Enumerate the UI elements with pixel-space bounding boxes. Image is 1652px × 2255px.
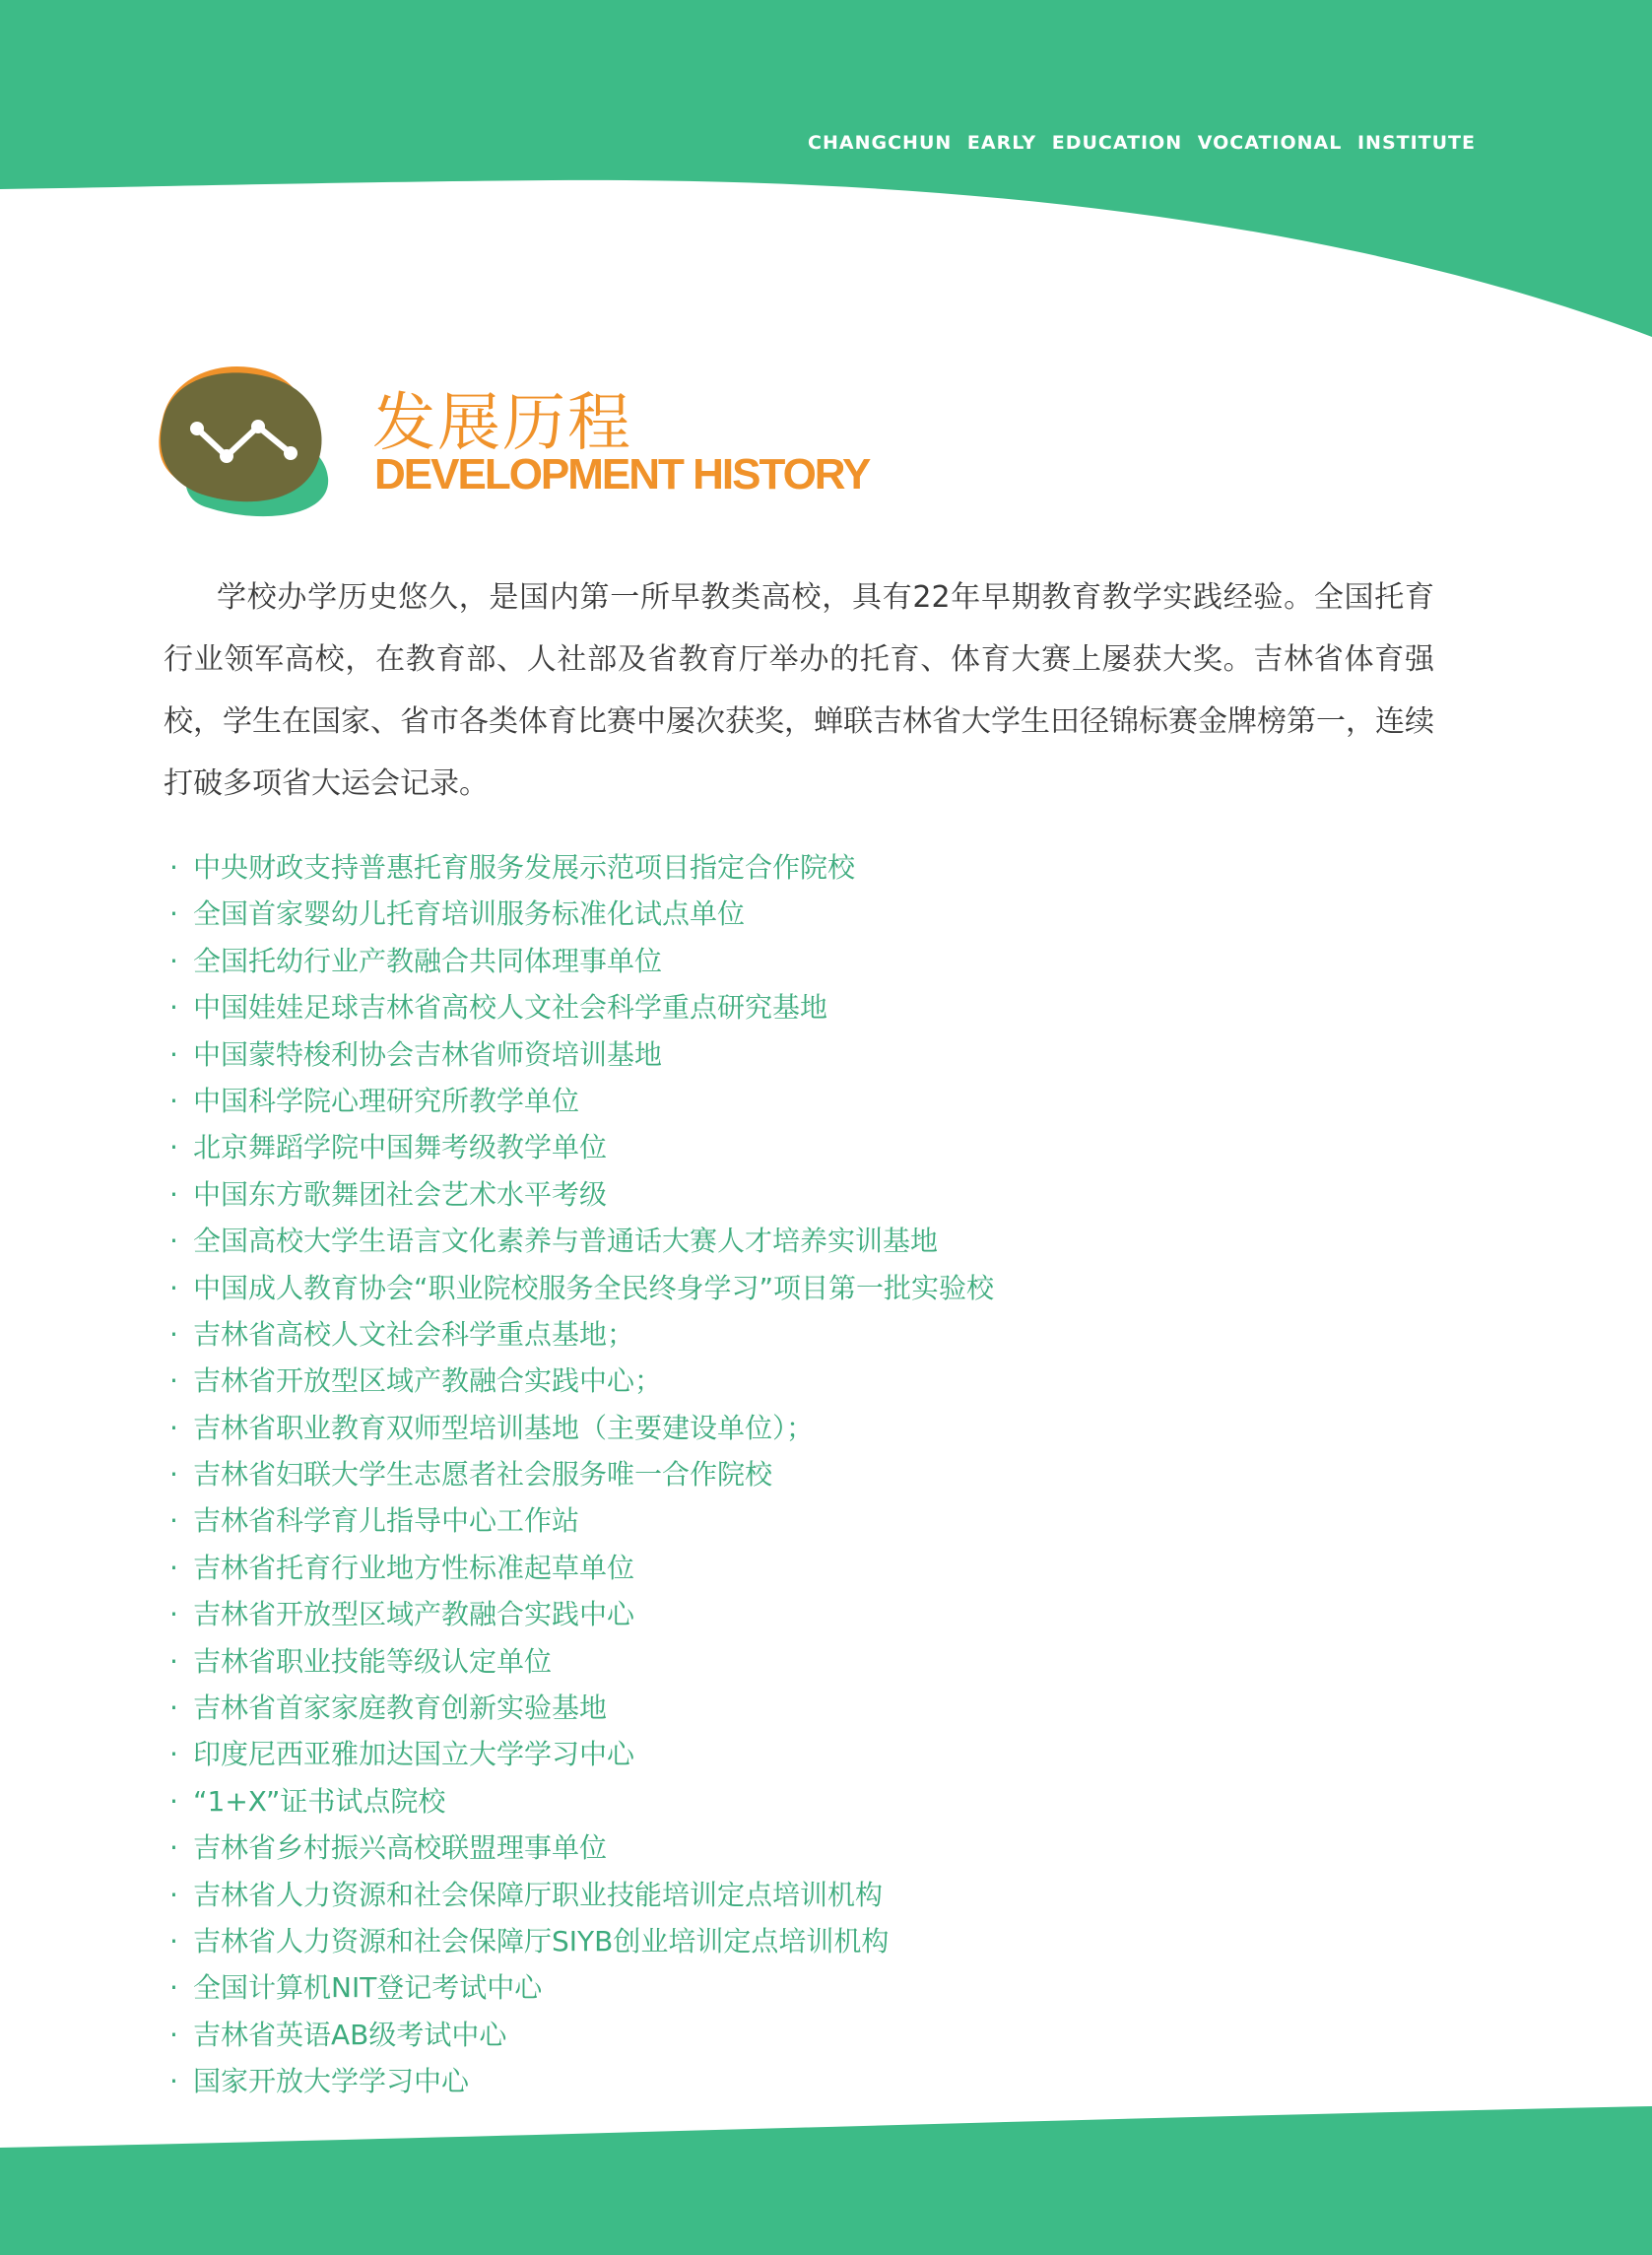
logo-point [220,449,233,463]
list-item [169,844,1450,891]
list-item [169,1124,1450,1170]
bullet-dot: · [169,1691,178,1725]
honor-text: 全国托幼行业产教融合共同体理事单位 [193,944,663,977]
list-item [169,1311,1450,1358]
bullet-dot: · [169,1504,178,1538]
list-item [169,1405,1450,1451]
list-item [169,1731,1450,1777]
list-item [169,1591,1450,1637]
list-item [169,1685,1450,1731]
honor-text: 全国首家婴幼儿托育培训服务标准化试点单位 [193,897,746,931]
honors-list [169,844,1450,2105]
list-item [169,1171,1450,1218]
top-green-band [0,0,1652,337]
list-item [169,1918,1450,1964]
list-item [169,2012,1450,2058]
intro-paragraph: 学校办学历史悠久，是国内第一所早教类高校，具有22年早期教育教学实践经验。全国托育行业领军高校，在教育部、人社部及省教育厅举办的托育、体育大赛上屡获大奖。吉林省体育强校，学生在国家、省市各类体育比赛中屡次获奖，蝉联吉林省大学生田径锦标赛金牌榜第一，连续打破多项省大运会记录。 [164,580,1434,801]
honor-text: 中国蒙特梭利协会吉林省师资培训基地 [193,1037,663,1071]
list-item [169,984,1450,1030]
bullet-dot: · [169,1971,178,2005]
list-item [169,2058,1450,2104]
honor-text: 吉林省人力资源和社会保障厅SIYB创业培训定点培训机构 [193,1924,890,1957]
honor-text: 全国高校大学生语言文化素养与普通话大赛人才培养实训基地 [193,1225,939,1258]
list-item [169,1218,1450,1264]
honor-text: 吉林省首家家庭教育创新实验基地 [193,1691,608,1725]
bullet-dot: · [169,851,178,884]
honor-text: 吉林省职业教育双师型培训基地（主要建设单位）； [193,1411,815,1444]
bullet-dot: · [169,1738,178,1771]
honor-text: 中国成人教育协会“职业院校服务全民终身学习”项目第一批实验校 [193,1271,995,1304]
list-item [169,1451,1450,1497]
bullet-dot: · [169,1831,178,1865]
honor-text: 全国计算机NIT登记考试中心 [193,1971,543,2005]
bullet-dot: · [169,1364,178,1398]
bullet-dot: · [169,1037,178,1071]
list-item [169,1824,1450,1871]
bullet-dot: · [169,1131,178,1164]
honor-text: 吉林省英语AB级考试中心 [193,2018,507,2051]
honor-text: 吉林省高校人文社会科学重点基地； [193,1317,635,1351]
list-item [169,1964,1450,2011]
bullet-dot: · [169,944,178,977]
list-item [169,938,1450,984]
list-item [169,1031,1450,1078]
list-item [169,1358,1450,1404]
honor-text: 中央财政支持普惠托育服务发展示范项目指定合作院校 [193,851,856,884]
honor-text: 北京舞蹈学院中国舞考级教学单位 [193,1131,608,1164]
bullet-dot: · [169,1598,178,1631]
honor-text: 吉林省职业技能等级认定单位 [193,1644,553,1678]
logo-point [284,446,297,460]
honor-text: 吉林省开放型区域产教融合实践中心； [193,1364,663,1398]
list-item [169,1638,1450,1685]
honor-text: 印度尼西亚雅加达国立大学学习中心 [193,1738,635,1771]
bullet-dot: · [169,1411,178,1444]
honor-text: “1+X”证书试点院校 [193,1784,446,1818]
bullet-dot: · [169,1784,178,1818]
institute-name: CHANGCHUN EARLY EDUCATION VOCATIONAL INSTITUTE [808,132,1476,154]
honor-text: 吉林省托育行业地方性标准起草单位 [193,1551,635,1584]
list-item [169,1872,1450,1918]
list-item [169,1778,1450,1824]
bullet-dot: · [169,1551,178,1584]
honor-text: 吉林省乡村振兴高校联盟理事单位 [193,1831,608,1865]
honor-text: 吉林省人力资源和社会保障厅职业技能培训定点培训机构 [193,1878,884,1911]
bottom-green-band [0,2106,1652,2255]
honor-text: 国家开放大学学习中心 [193,2065,470,2098]
bullet-dot: · [169,1271,178,1304]
honor-text: 中国科学院心理研究所教学单位 [193,1084,580,1117]
list-item [169,891,1450,937]
bullet-dot: · [169,1317,178,1351]
bullet-dot: · [169,897,178,931]
bullet-dot: · [169,1458,178,1492]
logo-point [190,422,204,435]
bullet-dot: · [169,1878,178,1911]
bullet-dot: · [169,1225,178,1258]
honor-text: 中国娃娃足球吉林省高校人文社会科学重点研究基地 [193,991,828,1025]
bullet-dot: · [169,991,178,1025]
logo-point [251,420,265,433]
bullet-dot: · [169,1644,178,1678]
list-item [169,1545,1450,1591]
logo-olive-blob [161,372,321,501]
line-chart-icon [153,360,335,522]
list-item [169,1497,1450,1544]
bullet-dot: · [169,1924,178,1957]
section-title-cn: 发展历程 [372,387,632,460]
list-item [169,1265,1450,1311]
bullet-dot: · [169,1177,178,1211]
honor-text: 中国东方歌舞团社会艺术水平考级 [193,1177,608,1211]
honor-text: 吉林省科学育儿指导中心工作站 [193,1504,580,1538]
section-title-en: DEVELOPMENT HISTORY [374,450,870,498]
list-item [169,1078,1450,1124]
bullet-dot: · [169,2018,178,2051]
bullet-dot: · [169,1084,178,1117]
honor-text: 吉林省开放型区域产教融合实践中心 [193,1598,635,1631]
honor-text: 吉林省妇联大学生志愿者社会服务唯一合作院校 [193,1458,773,1492]
bullet-dot: · [169,2065,178,2098]
